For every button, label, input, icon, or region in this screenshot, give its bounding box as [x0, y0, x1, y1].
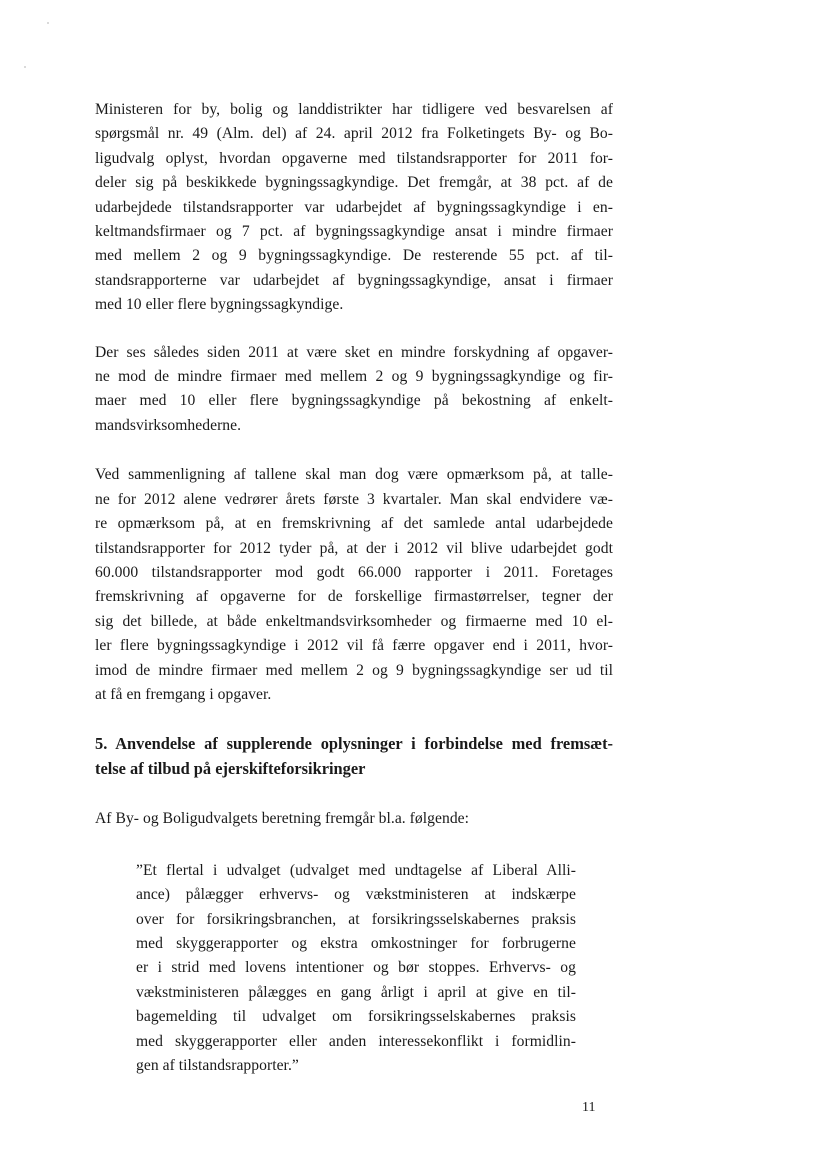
text-line: med mellem 2 og 9 bygningssagkyndige. De resterende 55 pct. af til- — [95, 247, 613, 265]
paragraph-sammenligning — [95, 463, 613, 707]
text-line: ligudvalg oplyst, hvordan opgaverne med tilstandsrapporter for 2011 for- — [95, 149, 613, 167]
paragraph-spacer — [95, 707, 613, 731]
text-line: 60.000 tilstandsrapporter mod godt 66.000 rapporter i 2011. Foretages — [95, 563, 613, 581]
scan-speck — [47, 22, 49, 24]
quote-line: med skyggerapporter eller anden interessekonflikt i formidlin- — [136, 1032, 576, 1050]
text-line: med 10 eller flere bygningssagkyndige. — [95, 296, 344, 314]
page-number: 11 — [582, 1100, 596, 1115]
text-line: re opmærksom på, at en fremskrivning af det samlede antal udarbejdede — [95, 515, 613, 533]
beretning-quote — [136, 859, 576, 1079]
text-line: mandsvirksomhederne. — [95, 416, 242, 434]
heading-line: telse af tilbud på ejerskifteforsikringer — [95, 759, 366, 779]
section-heading — [95, 731, 613, 781]
paragraph-spacer — [95, 438, 613, 463]
paragraph-spacer — [95, 832, 613, 859]
quote-line: med skyggerapporter og ekstra omkostninger for forbrugerne — [136, 934, 576, 952]
text-line: ne mod de mindre firmaer med mellem 2 og 9 bygningssagkyndige og fir- — [95, 368, 613, 386]
text-line: at få en fremgang i opgaver. — [95, 685, 272, 703]
text-line: Ministeren for by, bolig og landdistrikter har tidligere ved besvarelsen af — [95, 101, 613, 118]
text-line: keltmandsfirmaer og 7 pct. af bygningssagkyndige ansat i mindre firmaer — [95, 223, 613, 241]
text-line: fremskrivning af opgaverne for de forskellige firmastørrelser, tegner der — [95, 588, 613, 606]
text-line: maer med 10 eller flere bygningssagkyndige på bekostning af enkelt- — [95, 392, 613, 410]
quote-line: ance) pålægger erhvervs- og vækstministeren at indskærpe — [136, 886, 576, 904]
text-line: Der ses således siden 2011 at være sket en mindre forskydning af opgaver- — [95, 343, 613, 361]
text-line: standsrapporterne var udarbejdet af bygningssagkyndige, ansat i firmaer — [95, 271, 613, 289]
paragraph-spacer — [95, 318, 613, 341]
quote-line: vækstministeren pålægges en gang årligt i april at give en til- — [136, 983, 576, 1001]
text-line: sig det billede, at både enkeltmandsvirksomheder og firmaerne med 10 el- — [95, 612, 613, 630]
quote-line: bagemelding til udvalget om forsikringsselskabernes praksis — [136, 1008, 576, 1026]
intro-paragraph — [95, 807, 613, 831]
text-line: Af By- og Boligudvalgets beretning fremgår bl.a. følgende: — [95, 810, 470, 828]
paragraph-spacer — [95, 781, 613, 807]
paragraph-forskydning — [95, 341, 613, 439]
quote-line: gen af tilstandsrapporter.” — [136, 1057, 299, 1074]
document-page — [95, 98, 613, 1078]
quote-line: er i strid med lovens intentioner og bør stoppes. Erhvervs- og — [136, 959, 576, 977]
paragraph-tilstandsrapporter-2011 — [95, 98, 613, 318]
text-line: ne for 2012 alene vedrører årets første 3 kvartaler. Man skal endvidere væ- — [95, 490, 613, 508]
text-line: spørgsmål nr. 49 (Alm. del) af 24. april 2012 fra Folketingets By- og Bo- — [95, 125, 613, 143]
text-line: ler flere bygningssagkyndige i 2012 vil få færre opgaver end i 2011, hvor- — [95, 637, 613, 655]
scan-speck — [24, 66, 26, 68]
text-line: imod de mindre firmaer med mellem 2 og 9 bygningssagkyndige ser ud til — [95, 661, 613, 679]
quote-line: over for forsikringsbranchen, at forsikringsselskabernes praksis — [136, 910, 576, 928]
text-line: deler sig på beskikkede bygningssagkyndige. Det fremgår, at 38 pct. af de — [95, 174, 613, 192]
heading-line: 5. Anvendelse af supplerende oplysninger i forbindelse med fremsæt- — [95, 734, 613, 754]
quote-line: ”Et flertal i udvalget (udvalget med undtagelse af Liberal Alli- — [136, 861, 576, 879]
text-line: Ved sammenligning af tallene skal man dog være opmærksom på, at talle- — [95, 466, 613, 484]
text-line: tilstandsrapporter for 2012 tyder på, at der i 2012 vil blive udarbejdet godt — [95, 539, 613, 557]
text-line: udarbejdede tilstandsrapporter var udarbejdet af bygningssagkyndige i en- — [95, 198, 613, 216]
